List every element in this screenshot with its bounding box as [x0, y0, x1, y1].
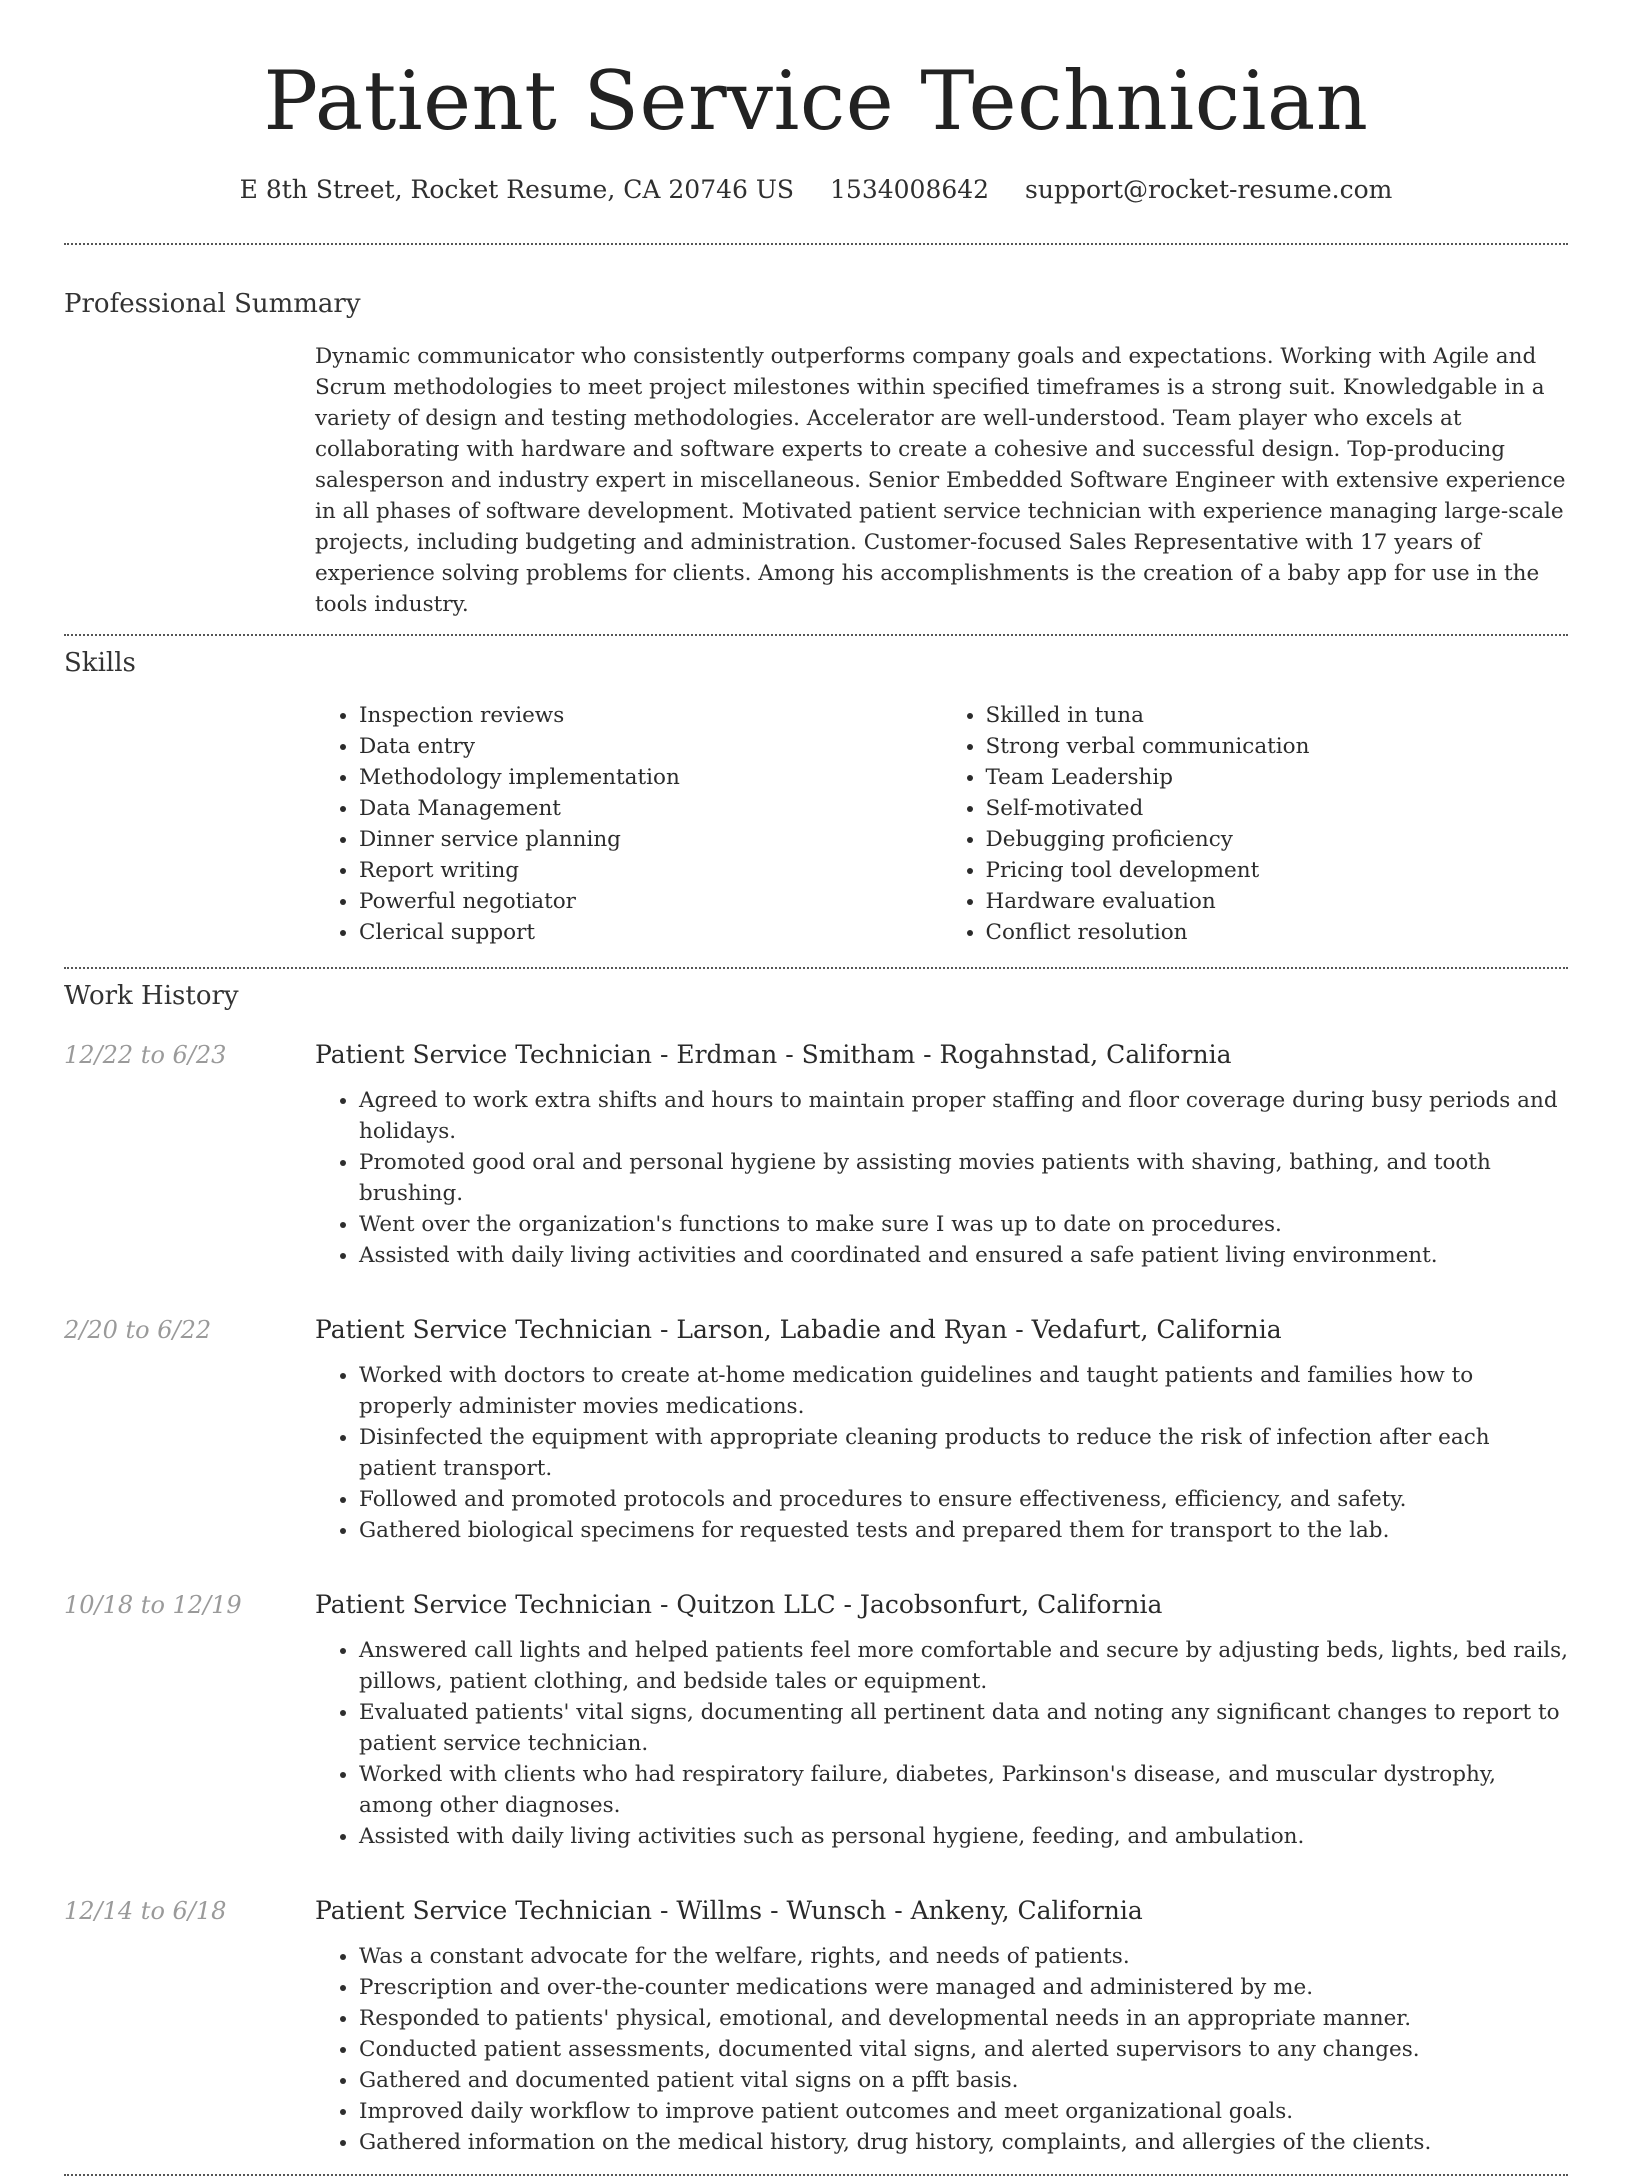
skill-item: • Inspection reviews: [359, 700, 942, 731]
job-bullet: • Improved daily workflow to improve patient outcomes and meet organizational goals.: [359, 2096, 1568, 2127]
job-bullet: • Responded to patients' physical, emotional, and developmental needs in an appropriate manner.: [359, 2003, 1568, 2034]
job-bullet: • Worked with clients who had respiratory failure, diabetes, Parkinson's disease, and muscular dystrophy, among other diagnoses.: [359, 1759, 1568, 1821]
job-bullet: • Agreed to work extra shifts and hours to maintain proper staffing and floor coverage during busy periods and holidays.: [359, 1085, 1568, 1147]
job-bullet: • Promoted good oral and personal hygiene by assisting movies patients with shaving, bathing, and tooth brushing.: [359, 1147, 1568, 1209]
skill-item: • Hardware evaluation: [986, 886, 1569, 917]
skill-item: • Debugging proficiency: [986, 824, 1569, 855]
skills-column-right: [942, 700, 1569, 948]
skills-list: [315, 700, 1568, 948]
job-bullet: • Gathered biological specimens for requested tests and prepared them for transport to the lab.: [359, 1515, 1568, 1546]
job-bullets: [315, 1360, 1568, 1546]
job-entry: [64, 1039, 1568, 1271]
section-title-skills: Skills: [64, 648, 136, 678]
job-bullets: [315, 1941, 1568, 2158]
job-bullet: • Conducted patient assessments, documented vital signs, and alerted supervisors to any changes.: [359, 2034, 1568, 2065]
section-title-summary: Professional Summary: [64, 289, 361, 319]
skill-item: • Methodology implementation: [359, 762, 942, 793]
job-entry: [64, 1895, 1568, 2158]
job-dates: 10/18 to 12/19: [64, 1591, 242, 1619]
skill-item: • Data Management: [359, 793, 942, 824]
skill-item: • Team Leadership: [986, 762, 1569, 793]
job-bullet: • Followed and promoted protocols and procedures to ensure effectiveness, efficiency, and safety.: [359, 1484, 1568, 1515]
candidate-name: Patient Service Technician: [263, 55, 1369, 149]
job-bullets: [315, 1635, 1568, 1852]
contact-line: [64, 174, 1568, 206]
address-text: E 8th Street, Rocket Resume, CA 20746 US: [239, 175, 795, 204]
email-text: support@rocket-resume.com: [1025, 175, 1393, 204]
job-bullet: • Assisted with daily living activities such as personal hygiene, feeding, and ambulation.: [359, 1821, 1568, 1852]
skill-item: • Skilled in tuna: [986, 700, 1569, 731]
job-entry: [64, 1314, 1568, 1546]
job-bullet: • Gathered and documented patient vital signs on a pfft basis.: [359, 2065, 1568, 2096]
job-bullet: • Prescription and over-the-counter medications were managed and administered by me.: [359, 1972, 1568, 2003]
skill-item: • Powerful negotiator: [359, 886, 942, 917]
job-bullet: • Disinfected the equipment with appropriate cleaning products to reduce the risk of infection after each patient transport.: [359, 1422, 1568, 1484]
job-dates: 12/14 to 6/18: [64, 1897, 227, 1925]
job-title: Patient Service Technician - Willms - Wunsch - Ankeny, California: [315, 1896, 1143, 1925]
skill-item: • Clerical support: [359, 917, 942, 948]
skill-item: • Dinner service planning: [359, 824, 942, 855]
job-title: Patient Service Technician - Quitzon LLC - Jacobsonfurt, California: [315, 1590, 1163, 1619]
section-title-work-history: Work History: [64, 981, 239, 1011]
job-bullet: • Worked with doctors to create at-home medication guidelines and taught patients and families how to properly administer movies medications.: [359, 1360, 1568, 1422]
skill-item: • Data entry: [359, 731, 942, 762]
skill-item: • Self-motivated: [986, 793, 1569, 824]
skill-item: • Strong verbal communication: [986, 731, 1569, 762]
job-bullets: [315, 1085, 1568, 1271]
job-bullet: • Evaluated patients' vital signs, documenting all pertinent data and noting any significant changes to report to patient service technician.: [359, 1697, 1568, 1759]
job-bullet: • Went over the organization's functions to make sure I was up to date on procedures.: [359, 1209, 1568, 1240]
job-title: Patient Service Technician - Erdman - Smitham - Rogahnstad, California: [315, 1040, 1232, 1069]
job-dates: 12/22 to 6/23: [64, 1041, 227, 1069]
job-entry: [64, 1589, 1568, 1852]
skill-item: • Pricing tool development: [986, 855, 1569, 886]
skill-item: • Conflict resolution: [986, 917, 1569, 948]
job-bullet: • Answered call lights and helped patients feel more comfortable and secure by adjusting beds, lights, bed rails, pillows, patient clothing, and bedside tales or equipment.: [359, 1635, 1568, 1697]
skill-item: • Report writing: [359, 855, 942, 886]
phone-text: 1534008642: [830, 175, 990, 204]
job-bullet: • Was a constant advocate for the welfare, rights, and needs of patients.: [359, 1941, 1568, 1972]
resume-header: [64, 0, 1568, 206]
job-bullet: • Gathered information on the medical history, drug history, complaints, and allergies of the clients.: [359, 2127, 1568, 2158]
summary-text: Dynamic communicator who consistently outperforms company goals and expectations. Working with Agile and Scrum methodologies to meet project milestones within specified timeframes is a strong suit. Knowledgable in a variety of design and testing methodologies. Accelerator are well-understood. Team player who excels at collaborating with hardware and software experts to create a cohesive and successful design. Top-producing salesperson and industry expert in miscellaneous. Senior Embedded Software Engineer with extensive experience in all phases of software development. Motivated patient service technician with experience managing large-scale projects, including budgeting and administration. Customer-focused Sales Representative with 17 years of experience solving problems for clients. Among his accomplishments is the creation of a baby app for use in the tools industry.: [315, 344, 1566, 617]
job-bullet: • Assisted with daily living activities and coordinated and ensured a safe patient living environment.: [359, 1240, 1568, 1271]
job-dates: 2/20 to 6/22: [64, 1316, 212, 1344]
skills-column-left: [315, 700, 942, 948]
job-title: Patient Service Technician - Larson, Labadie and Ryan - Vedafurt, California: [315, 1315, 1282, 1344]
